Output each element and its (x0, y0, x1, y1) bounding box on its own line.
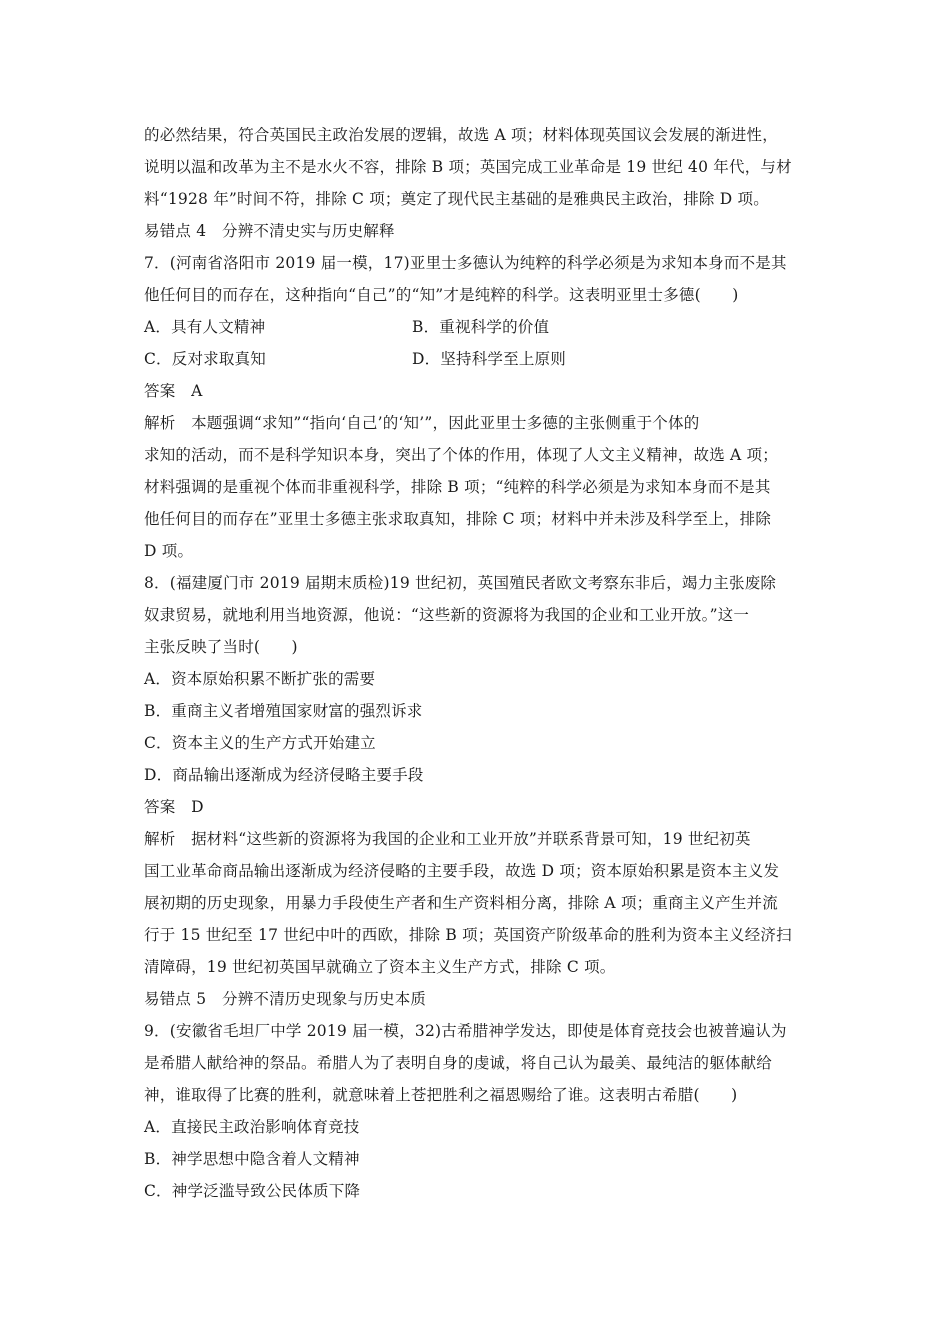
question-7-analysis: D 项。 (144, 542, 194, 560)
question-7-stem: 7．(河南省洛阳市 2019 届一模，17)亚里士多德认为纯粹的科学必须是为求知本身而不是其 (144, 254, 787, 272)
question-8-stem: 主张反映了当时( ) (144, 638, 298, 656)
question-7-option-a: A．具有人文精神 (144, 318, 266, 336)
question-9-stem: 9．(安徽省毛坦厂中学 2019 届一模，32)古希腊神学发达，即使是体育竞技会也被普遍认为 (144, 1022, 787, 1040)
text-line: 说明以温和改革为主不是水火不容，排除 B 项；英国完成工业革命是 19 世纪 40 年代，与材 (144, 158, 792, 176)
question-9-option-b: B．神学思想中隐含着人文精神 (144, 1150, 360, 1168)
question-8-analysis: 行于 15 世纪至 17 世纪中叶的西欧，排除 B 项；英国资产阶级革命的胜利为资本主义经济扫 (144, 926, 792, 944)
question-8-option-c: C．资本主义的生产方式开始建立 (144, 734, 376, 752)
section-heading: 易错点 4 分辨不清史实与历史解释 (144, 222, 395, 240)
question-8-analysis: 清障碍，19 世纪初英国早就确立了资本主义生产方式，排除 C 项。 (144, 958, 616, 976)
question-8-stem: 奴隶贸易，就地利用当地资源，他说：“这些新的资源将为我国的企业和工业开放。”这一 (144, 606, 750, 624)
question-9-option-c: C．神学泛滥导致公民体质下降 (144, 1182, 361, 1200)
question-7-option-c: C．反对求取真知 (144, 350, 266, 368)
section-heading: 易错点 5 分辨不清历史现象与历史本质 (144, 990, 427, 1008)
question-9-stem: 神，谁取得了比赛的胜利，就意味着上苍把胜利之福恩赐给了谁。这表明古希腊( ) (144, 1086, 738, 1104)
question-7-option-b: B．重视科学的价值 (412, 318, 550, 336)
question-8-analysis: 国工业革命商品输出逐渐成为经济侵略的主要手段，故选 D 项；资本原始积累是资本主义发 (144, 862, 780, 880)
question-7-analysis: 他任何目的而存在”亚里士多德主张求取真知，排除 C 项；材料中并未涉及科学至上，排除 (144, 510, 772, 528)
question-8-answer: 答案 D (144, 798, 204, 816)
question-9-stem: 是希腊人献给神的祭品。希腊人为了表明自身的虔诚，将自己认为最美、最纯洁的躯体献给 (144, 1054, 773, 1072)
question-7-option-d: D．坚持科学至上原则 (412, 350, 566, 368)
question-8-option-b: B．重商主义者增殖国家财富的强烈诉求 (144, 702, 423, 720)
question-7-analysis: 材料强调的是重视个体而非重视科学，排除 B 项；“纯粹的科学必须是为求知本身而不是其 (144, 478, 771, 496)
question-8-option-a: A．资本原始积累不断扩张的需要 (144, 670, 376, 688)
question-8-stem: 8．(福建厦门市 2019 届期末质检)19 世纪初，英国殖民者欧文考察东非后，竭力主张废除 (144, 574, 777, 592)
question-7-stem: 他任何目的而存在，这种指向“自己”的“知”才是纯粹的科学。这表明亚里士多德( ) (144, 286, 739, 304)
text-line: 的必然结果，符合英国民主政治发展的逻辑，故选 A 项；材料体现英国议会发展的渐进性， (144, 126, 778, 144)
question-8-analysis: 展初期的历史现象，用暴力手段使生产者和生产资料相分离，排除 A 项；重商主义产生并流 (144, 894, 778, 912)
question-7-analysis: 解析 本题强调“求知”“指向‘自己’的‘知’”，因此亚里士多德的主张侧重于个体的 (144, 414, 700, 432)
question-9-option-a: A．直接民主政治影响体育竞技 (144, 1118, 360, 1136)
question-7-answer: 答案 A (144, 382, 203, 400)
text-line: 料“1928 年”时间不符，排除 C 项；奠定了现代民主基础的是雅典民主政治，排除 D 项。 (144, 190, 769, 208)
question-7-analysis: 求知的活动，而不是科学知识本身，突出了个体的作用，体现了人文主义精神，故选 A 项； (144, 446, 778, 464)
question-8-option-d: D．商品输出逐渐成为经济侵略主要手段 (144, 766, 424, 784)
question-8-analysis: 解析 据材料“这些新的资源将为我国的企业和工业开放”并联系背景可知，19 世纪初英 (144, 830, 751, 848)
